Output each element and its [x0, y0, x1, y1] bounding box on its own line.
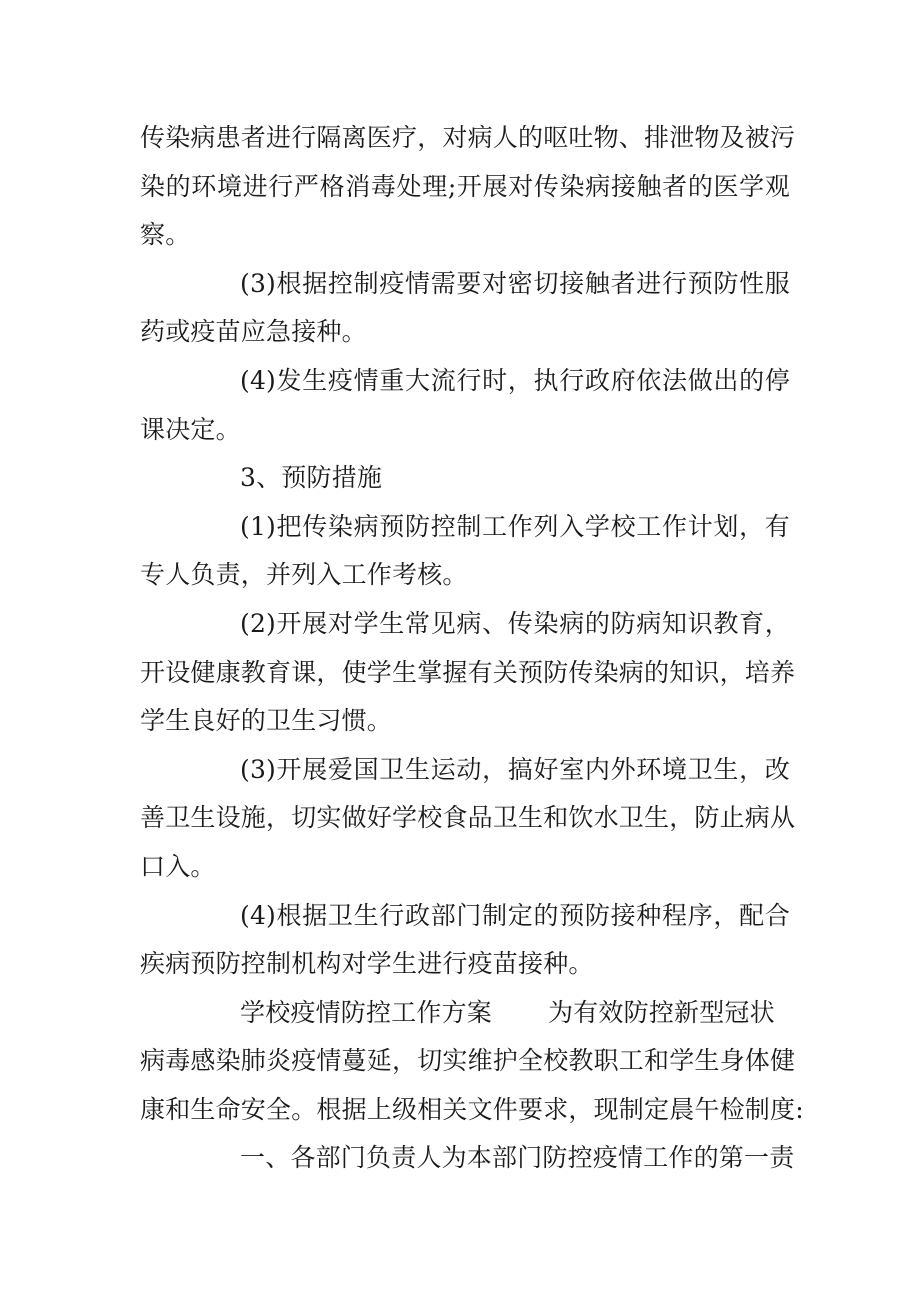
measure-2-line: 学生良好的卫生习惯。	[140, 706, 393, 736]
document-body	[140, 114, 804, 1183]
paragraph-line: 传染病患者进行隔离医疗，对病人的呕吐物、排泄物及被污	[140, 123, 796, 152]
measure-1-line: (1)把传染病预防控制工作列入学校工作计划，有	[240, 511, 790, 541]
plan-line: 病毒感染肺炎疫情蔓延，切实维护全校教职工和学生身体健	[140, 1046, 796, 1076]
plan-line: 康和生命安全。根据上级相关文件要求，现制定晨午检制度:	[140, 1094, 804, 1124]
paragraph-line: 察。	[140, 220, 191, 250]
item-3-line: (3)根据控制疫情需要对密切接触者进行预防性服	[240, 268, 790, 298]
measure-4-line: (4)根据卫生行政部门制定的预防接种程序，配合	[240, 900, 790, 930]
measure-2-line: 开设健康教育课，使学生掌握有关预防传染病的知识，培养	[140, 657, 796, 687]
measure-3-line: 口入。	[140, 851, 216, 881]
clause-1-line: 一、各部门负责人为本部门防控疫情工作的第一责	[240, 1143, 795, 1173]
section-3-heading: 3、预防措施	[240, 463, 383, 493]
item-3-line: 药或疫苗应急接种。	[140, 317, 367, 347]
plan-intro-start: 为有效防控新型冠状	[548, 997, 775, 1027]
plan-title: 学校疫情防控工作方案	[240, 997, 493, 1027]
measure-3-line: (3)开展爱国卫生运动，搞好室内外环境卫生，改	[240, 754, 790, 784]
item-4-line: 课决定。	[140, 414, 241, 444]
item-4-line: (4)发生疫情重大流行时，执行政府依法做出的停	[240, 365, 790, 395]
measure-2-line: (2)开展对学生常见病、传染病的防病知识教育，	[240, 608, 790, 638]
measure-3-line: 善卫生设施，切实做好学校食品卫生和饮水卫生，防止病从	[140, 803, 796, 833]
measure-1-line: 专人负责，并列入工作考核。	[140, 560, 468, 590]
plan-first-line	[140, 989, 790, 1038]
measure-4-line: 疾病预防控制机构对学生进行疫苗接种。	[140, 949, 594, 979]
paragraph-line: 染的环境进行严格消毒处理;开展对传染病接触者的医学观	[140, 171, 790, 201]
